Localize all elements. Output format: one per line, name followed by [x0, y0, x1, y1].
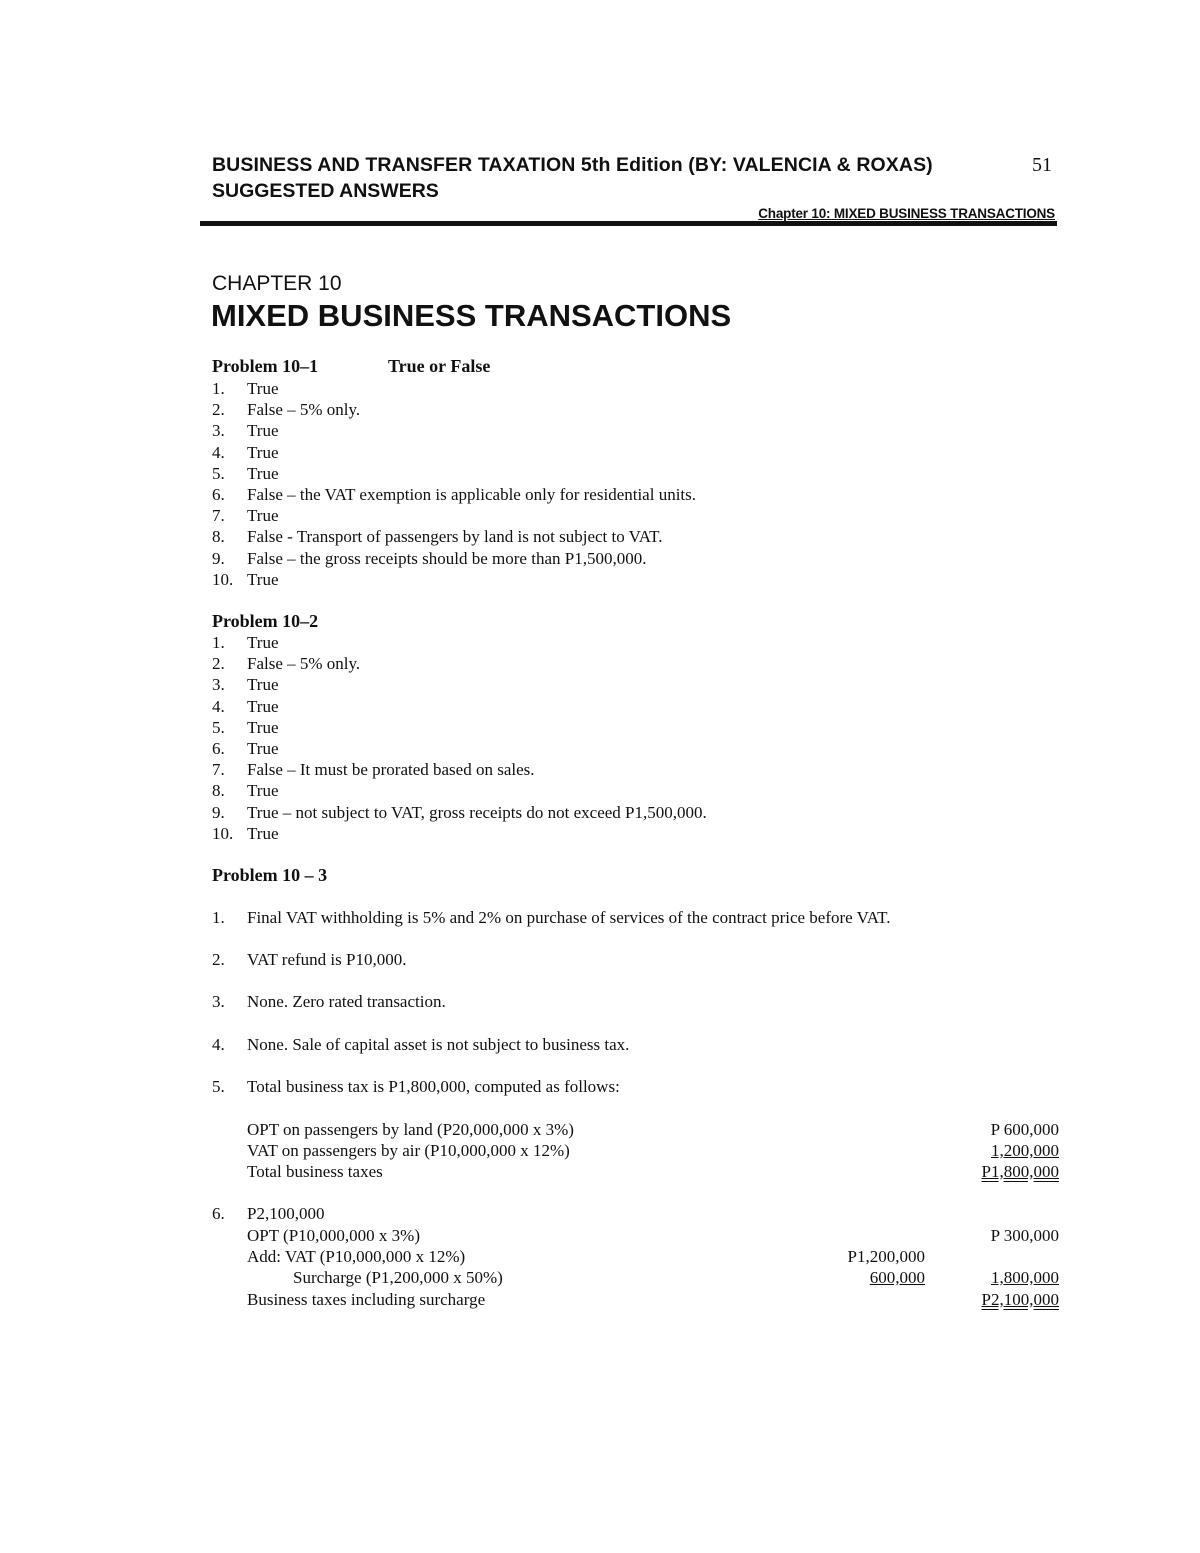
list-item [212, 399, 1112, 420]
item-number: 2. [212, 950, 225, 969]
item-text: False – 5% only. [247, 400, 361, 420]
item-text: True [247, 421, 279, 441]
list-item [212, 569, 1112, 590]
computation-amount: P 300,000 [990, 1226, 1059, 1245]
computation-label: OPT (P10,000,000 x 3%) [247, 1226, 420, 1245]
computation-amount: 1,200,000 [991, 1141, 1059, 1160]
item-number: 2. [212, 654, 225, 674]
item-number: 9. [212, 548, 225, 568]
problem-3-title: Problem 10 – 3 [212, 865, 328, 885]
problem-2-title: Problem 10–2 [212, 611, 319, 631]
list-item [212, 442, 1112, 463]
problem-3-heading [212, 865, 327, 886]
item-text: True [247, 633, 279, 652]
item-number: 3. [212, 992, 225, 1011]
list-item [212, 378, 1112, 399]
list-item [212, 653, 1112, 674]
problem-2-heading [212, 611, 318, 632]
item-text: Total business tax is P1,800,000, computed as follows: [247, 1077, 620, 1096]
computation-total: P2,100,000 [981, 1290, 1059, 1309]
item-number: 6. [212, 1204, 225, 1223]
item-text: P2,100,000 [247, 1204, 325, 1223]
chapter-reference: Chapter 10: MIXED BUSINESS TRANSACTIONS [758, 206, 1055, 221]
item-text: True [247, 506, 279, 526]
list-item [212, 526, 1112, 547]
item-text: True [247, 569, 279, 589]
item-text: True – not subject to VAT, gross receipts do not exceed P1,500,000. [247, 802, 707, 822]
item-number: 1. [212, 379, 225, 398]
item-number: 3. [212, 675, 225, 695]
list-item [212, 802, 1112, 823]
item-number: 6. [212, 484, 225, 504]
item-text: True [247, 463, 279, 483]
computation-label: Business taxes including surcharge [247, 1290, 486, 1309]
list-item [212, 484, 1112, 505]
computation-mid-amount: 600,000 [869, 1268, 925, 1287]
item-number: 6. [212, 738, 225, 758]
item-text: True [247, 823, 279, 843]
item-text: False – It must be prorated based on sales. [247, 760, 535, 780]
item-number: 7. [212, 506, 225, 526]
item-text: True [247, 696, 279, 716]
computation-mid-amount: P1,200,000 [847, 1247, 925, 1266]
item-text: False – the gross receipts should be more than P1,500,000. [247, 548, 647, 568]
item-number: 4. [212, 696, 225, 716]
item-text: Final VAT withholding is 5% and 2% on purchase of services of the contract price before VAT. [247, 908, 891, 927]
computation-label: VAT on passengers by air (P10,000,000 x 12%) [247, 1141, 570, 1160]
computation-label: Total business taxes [247, 1162, 383, 1181]
item-text: False - Transport of passengers by land is not subject to VAT. [247, 527, 663, 547]
item-text: True [247, 675, 279, 695]
list-item [212, 759, 1112, 780]
item-number: 10. [212, 823, 234, 843]
book-title: BUSINESS AND TRANSFER TAXATION 5th Edition (BY: VALENCIA & ROXAS) [212, 154, 933, 176]
item-number: 8. [212, 781, 225, 801]
item-text: None. Zero rated transaction. [247, 992, 446, 1011]
problem-2-list [212, 632, 1112, 844]
item-text: True [247, 717, 279, 737]
item-number: 9. [212, 802, 225, 822]
list-item [212, 823, 1112, 844]
item-text: VAT refund is P10,000. [247, 950, 407, 969]
item-number: 5. [212, 1077, 225, 1096]
list-item [212, 420, 1112, 441]
computation-total: P1,800,000 [981, 1162, 1059, 1181]
list-item [212, 738, 1112, 759]
list-item [212, 632, 1112, 653]
item-text: True [247, 781, 279, 801]
problem-1-subtitle: True or False [388, 356, 491, 376]
item-text: True [247, 738, 279, 758]
item-number: 2. [212, 400, 225, 420]
computation-label: Add: VAT (P10,000,000 x 12%) [247, 1247, 466, 1266]
list-item [212, 463, 1112, 484]
list-item [212, 505, 1112, 526]
list-item [212, 717, 1112, 738]
item-number: 8. [212, 527, 225, 547]
item-number: 4. [212, 442, 225, 462]
item-text: True [247, 442, 279, 462]
book-subtitle: SUGGESTED ANSWERS [212, 180, 439, 202]
computation-amount: 1,800,000 [991, 1268, 1059, 1287]
list-item [212, 674, 1112, 695]
chapter-label: CHAPTER 10 [212, 272, 342, 295]
item-text: False – the VAT exemption is applicable only for residential units. [247, 484, 697, 504]
list-item [212, 696, 1112, 717]
computation-label: OPT on passengers by land (P20,000,000 x 3%) [247, 1120, 574, 1139]
item-number: 4. [212, 1035, 225, 1054]
item-text: None. Sale of capital asset is not subject to business tax. [247, 1035, 630, 1054]
item-number: 3. [212, 421, 225, 441]
item-number: 1. [212, 908, 225, 927]
page-number: 51 [1032, 154, 1052, 176]
item-number: 7. [212, 760, 225, 780]
item-number: 5. [212, 463, 225, 483]
item-number: 5. [212, 717, 225, 737]
list-item [212, 780, 1112, 801]
item-text: False – 5% only. [247, 654, 361, 674]
problem-1-title: Problem 10–1 [212, 356, 319, 376]
computation-amount: P 600,000 [990, 1120, 1059, 1139]
problem-1-list [212, 378, 1112, 590]
item-number: 10. [212, 569, 234, 589]
header-rule [200, 221, 1057, 226]
item-number: 1. [212, 633, 225, 652]
chapter-title: MIXED BUSINESS TRANSACTIONS [211, 298, 732, 333]
list-item [212, 548, 1112, 569]
computation-label: Surcharge (P1,200,000 x 50%) [293, 1268, 503, 1287]
item-text: True [247, 379, 279, 398]
problem-1-heading [212, 356, 491, 377]
